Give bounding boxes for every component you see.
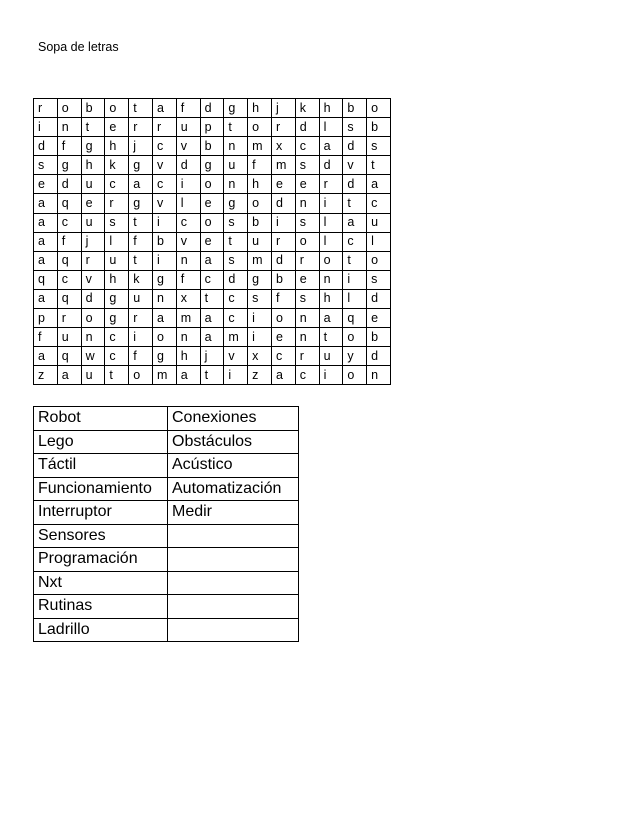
word-cell: Ladrillo <box>34 618 168 642</box>
grid-cell: n <box>295 309 319 328</box>
grid-cell: r <box>81 251 105 270</box>
grid-cell: a <box>343 213 367 232</box>
grid-cell: c <box>200 270 224 289</box>
grid-cell: a <box>271 366 295 385</box>
grid-cell: o <box>343 366 367 385</box>
grid-cell: g <box>152 347 176 366</box>
grid-cell: i <box>248 328 272 347</box>
grid-cell: a <box>34 251 58 270</box>
grid-cell: c <box>343 232 367 251</box>
grid-cell: n <box>81 328 105 347</box>
grid-cell: o <box>105 99 129 118</box>
grid-cell: u <box>248 232 272 251</box>
grid-cell: t <box>367 156 391 175</box>
grid-cell: d <box>34 137 58 156</box>
grid-cell: c <box>152 137 176 156</box>
grid-cell: g <box>248 270 272 289</box>
grid-cell: q <box>57 251 81 270</box>
grid-cell: o <box>129 366 153 385</box>
word-cell: Táctil <box>34 454 168 478</box>
grid-cell: t <box>224 118 248 137</box>
grid-cell: u <box>105 251 129 270</box>
word-row <box>34 524 299 548</box>
grid-cell: p <box>200 118 224 137</box>
grid-cell: s <box>367 137 391 156</box>
grid-cell: n <box>152 289 176 308</box>
grid-cell: o <box>152 328 176 347</box>
grid-cell: h <box>319 99 343 118</box>
grid-cell: h <box>105 270 129 289</box>
word-cell: Lego <box>34 430 168 454</box>
grid-cell: m <box>248 251 272 270</box>
grid-cell: s <box>248 289 272 308</box>
grid-cell: s <box>295 213 319 232</box>
grid-cell: n <box>57 118 81 137</box>
grid-cell: b <box>343 99 367 118</box>
grid-cell: b <box>200 137 224 156</box>
grid-cell: l <box>105 232 129 251</box>
grid-cell: c <box>367 194 391 213</box>
grid-cell: b <box>367 118 391 137</box>
grid-cell: d <box>176 156 200 175</box>
grid-cell: g <box>224 99 248 118</box>
grid-cell: f <box>176 270 200 289</box>
word-cell: Funcionamiento <box>34 477 168 501</box>
word-cell: Nxt <box>34 571 168 595</box>
grid-cell: t <box>129 213 153 232</box>
word-list-body <box>34 407 299 642</box>
word-cell: Rutinas <box>34 595 168 619</box>
grid-cell: d <box>81 289 105 308</box>
grid-cell: v <box>176 137 200 156</box>
grid-cell: b <box>81 99 105 118</box>
grid-cell: m <box>224 328 248 347</box>
grid-cell: r <box>295 251 319 270</box>
word-row <box>34 454 299 478</box>
grid-cell: f <box>176 99 200 118</box>
word-cell <box>168 548 299 572</box>
word-cell: Sensores <box>34 524 168 548</box>
grid-cell: o <box>367 99 391 118</box>
grid-cell: t <box>105 366 129 385</box>
grid-cell: i <box>152 251 176 270</box>
grid-cell: c <box>105 175 129 194</box>
grid-cell: a <box>319 309 343 328</box>
grid-cell: l <box>319 118 343 137</box>
grid-cell: c <box>224 289 248 308</box>
grid-cell: b <box>271 270 295 289</box>
grid-cell: o <box>81 309 105 328</box>
grid-cell: r <box>105 194 129 213</box>
grid-cell: j <box>271 99 295 118</box>
grid-row <box>34 175 391 194</box>
grid-row <box>34 137 391 156</box>
grid-cell: e <box>367 309 391 328</box>
grid-cell: i <box>319 194 343 213</box>
grid-cell: r <box>129 118 153 137</box>
grid-cell: l <box>343 289 367 308</box>
letter-grid-body <box>34 99 391 385</box>
grid-cell: u <box>129 289 153 308</box>
grid-row <box>34 289 391 308</box>
grid-cell: j <box>129 137 153 156</box>
grid-cell: d <box>271 251 295 270</box>
grid-cell: c <box>271 347 295 366</box>
grid-cell: n <box>224 137 248 156</box>
grid-cell: n <box>367 366 391 385</box>
word-cell: Obstáculos <box>168 430 299 454</box>
grid-cell: a <box>200 309 224 328</box>
grid-cell: f <box>271 289 295 308</box>
grid-cell: u <box>319 347 343 366</box>
grid-cell: h <box>319 289 343 308</box>
grid-cell: e <box>295 270 319 289</box>
grid-cell: d <box>295 118 319 137</box>
grid-cell: y <box>343 347 367 366</box>
grid-cell: i <box>152 213 176 232</box>
grid-cell: t <box>224 232 248 251</box>
grid-cell: f <box>57 137 81 156</box>
grid-cell: e <box>295 175 319 194</box>
grid-cell: c <box>57 213 81 232</box>
grid-cell: t <box>81 118 105 137</box>
grid-cell: r <box>129 309 153 328</box>
word-row <box>34 618 299 642</box>
grid-cell: t <box>129 251 153 270</box>
grid-cell: a <box>367 175 391 194</box>
grid-cell: g <box>152 270 176 289</box>
word-cell <box>168 524 299 548</box>
grid-cell: g <box>57 156 81 175</box>
grid-cell: d <box>224 270 248 289</box>
grid-row <box>34 347 391 366</box>
word-cell: Medir <box>168 501 299 525</box>
grid-cell: o <box>57 99 81 118</box>
grid-cell: m <box>248 137 272 156</box>
word-list-table <box>33 406 299 642</box>
grid-cell: g <box>105 289 129 308</box>
grid-cell: v <box>81 270 105 289</box>
word-row <box>34 501 299 525</box>
grid-cell: n <box>295 328 319 347</box>
grid-cell: u <box>81 213 105 232</box>
grid-cell: x <box>248 347 272 366</box>
grid-cell: g <box>200 156 224 175</box>
grid-cell: n <box>176 328 200 347</box>
grid-cell: h <box>105 137 129 156</box>
grid-cell: s <box>367 270 391 289</box>
grid-cell: c <box>105 328 129 347</box>
grid-cell: a <box>200 251 224 270</box>
grid-cell: a <box>129 175 153 194</box>
grid-cell: m <box>152 366 176 385</box>
grid-cell: r <box>295 347 319 366</box>
grid-cell: a <box>34 347 58 366</box>
grid-cell: z <box>34 366 58 385</box>
grid-cell: d <box>343 137 367 156</box>
grid-cell: c <box>57 270 81 289</box>
grid-cell: b <box>152 232 176 251</box>
word-row <box>34 407 299 431</box>
grid-cell: u <box>57 328 81 347</box>
word-row <box>34 571 299 595</box>
grid-cell: u <box>81 366 105 385</box>
grid-cell: m <box>176 309 200 328</box>
grid-cell: v <box>224 347 248 366</box>
grid-cell: x <box>271 137 295 156</box>
grid-cell: t <box>343 194 367 213</box>
grid-cell: r <box>271 118 295 137</box>
grid-cell: g <box>224 194 248 213</box>
grid-row <box>34 328 391 347</box>
grid-cell: r <box>34 99 58 118</box>
grid-cell: k <box>129 270 153 289</box>
grid-cell: q <box>343 309 367 328</box>
grid-cell: s <box>224 251 248 270</box>
grid-cell: j <box>81 232 105 251</box>
grid-cell: e <box>34 175 58 194</box>
grid-cell: x <box>176 289 200 308</box>
grid-cell: t <box>343 251 367 270</box>
grid-cell: c <box>105 347 129 366</box>
grid-cell: a <box>176 366 200 385</box>
grid-cell: i <box>129 328 153 347</box>
grid-cell: s <box>295 289 319 308</box>
grid-cell: t <box>200 366 224 385</box>
grid-cell: c <box>224 309 248 328</box>
grid-row <box>34 194 391 213</box>
grid-cell: u <box>224 156 248 175</box>
grid-row <box>34 366 391 385</box>
grid-row <box>34 213 391 232</box>
grid-cell: l <box>367 232 391 251</box>
grid-row <box>34 156 391 175</box>
grid-row <box>34 270 391 289</box>
word-cell <box>168 571 299 595</box>
grid-cell: i <box>176 175 200 194</box>
grid-row <box>34 99 391 118</box>
grid-cell: o <box>319 251 343 270</box>
grid-cell: n <box>224 175 248 194</box>
grid-cell: c <box>295 366 319 385</box>
grid-cell: c <box>152 175 176 194</box>
grid-cell: b <box>367 328 391 347</box>
word-cell: Acústico <box>168 454 299 478</box>
grid-cell: h <box>176 347 200 366</box>
grid-cell: o <box>248 194 272 213</box>
grid-cell: g <box>129 194 153 213</box>
word-row <box>34 430 299 454</box>
grid-cell: e <box>200 232 224 251</box>
grid-cell: o <box>343 328 367 347</box>
grid-row <box>34 232 391 251</box>
grid-cell: f <box>248 156 272 175</box>
grid-cell: e <box>81 194 105 213</box>
grid-cell: l <box>176 194 200 213</box>
grid-cell: e <box>200 194 224 213</box>
grid-cell: o <box>367 251 391 270</box>
grid-cell: a <box>152 99 176 118</box>
grid-cell: f <box>129 232 153 251</box>
grid-cell: s <box>343 118 367 137</box>
grid-cell: d <box>367 347 391 366</box>
grid-cell: d <box>343 175 367 194</box>
letter-grid <box>33 98 391 385</box>
grid-cell: n <box>319 270 343 289</box>
grid-cell: q <box>57 194 81 213</box>
grid-cell: h <box>248 175 272 194</box>
grid-cell: i <box>224 366 248 385</box>
grid-cell: t <box>129 99 153 118</box>
grid-cell: t <box>319 328 343 347</box>
grid-cell: a <box>200 328 224 347</box>
word-cell <box>168 595 299 619</box>
grid-cell: c <box>176 213 200 232</box>
grid-cell: e <box>271 175 295 194</box>
grid-cell: l <box>319 213 343 232</box>
grid-cell: v <box>176 232 200 251</box>
grid-cell: i <box>343 270 367 289</box>
grid-cell: a <box>57 366 81 385</box>
grid-cell: f <box>34 328 58 347</box>
grid-cell: q <box>57 289 81 308</box>
grid-cell: a <box>319 137 343 156</box>
word-cell: Conexiones <box>168 407 299 431</box>
grid-cell: s <box>34 156 58 175</box>
grid-cell: r <box>57 309 81 328</box>
grid-cell: o <box>200 213 224 232</box>
grid-cell: k <box>105 156 129 175</box>
grid-cell: b <box>248 213 272 232</box>
grid-cell: i <box>319 366 343 385</box>
grid-cell: s <box>224 213 248 232</box>
grid-cell: r <box>319 175 343 194</box>
grid-cell: o <box>248 118 272 137</box>
grid-cell: o <box>271 309 295 328</box>
word-cell: Robot <box>34 407 168 431</box>
grid-cell: a <box>34 289 58 308</box>
grid-cell: m <box>271 156 295 175</box>
grid-row <box>34 118 391 137</box>
grid-cell: n <box>295 194 319 213</box>
page-title: Sopa de letras <box>38 40 119 54</box>
grid-row <box>34 251 391 270</box>
grid-cell: j <box>200 347 224 366</box>
grid-cell: f <box>129 347 153 366</box>
grid-cell: q <box>34 270 58 289</box>
grid-cell: i <box>271 213 295 232</box>
grid-cell: w <box>81 347 105 366</box>
word-row <box>34 548 299 572</box>
grid-cell: v <box>152 194 176 213</box>
grid-cell: a <box>152 309 176 328</box>
grid-cell: l <box>319 232 343 251</box>
grid-cell: v <box>343 156 367 175</box>
grid-cell: d <box>271 194 295 213</box>
grid-cell: q <box>57 347 81 366</box>
grid-cell: g <box>105 309 129 328</box>
word-row <box>34 595 299 619</box>
grid-cell: d <box>200 99 224 118</box>
grid-cell: o <box>200 175 224 194</box>
grid-cell: s <box>295 156 319 175</box>
word-row <box>34 477 299 501</box>
grid-cell: o <box>295 232 319 251</box>
grid-cell: g <box>81 137 105 156</box>
grid-cell: r <box>152 118 176 137</box>
grid-cell: a <box>34 232 58 251</box>
grid-cell: a <box>34 194 58 213</box>
grid-cell: k <box>295 99 319 118</box>
grid-cell: n <box>176 251 200 270</box>
grid-cell: d <box>57 175 81 194</box>
grid-cell: e <box>271 328 295 347</box>
grid-cell: z <box>248 366 272 385</box>
grid-cell: v <box>152 156 176 175</box>
grid-cell: e <box>105 118 129 137</box>
grid-cell: f <box>57 232 81 251</box>
grid-row <box>34 309 391 328</box>
grid-cell: d <box>367 289 391 308</box>
grid-cell: g <box>129 156 153 175</box>
grid-cell: h <box>81 156 105 175</box>
grid-cell: i <box>34 118 58 137</box>
word-cell: Automatización <box>168 477 299 501</box>
word-cell: Interruptor <box>34 501 168 525</box>
word-cell: Programación <box>34 548 168 572</box>
grid-cell: a <box>34 213 58 232</box>
grid-cell: i <box>248 309 272 328</box>
grid-cell: h <box>248 99 272 118</box>
grid-cell: c <box>295 137 319 156</box>
grid-cell: p <box>34 309 58 328</box>
grid-cell: d <box>319 156 343 175</box>
grid-cell: u <box>81 175 105 194</box>
word-cell <box>168 618 299 642</box>
grid-cell: t <box>200 289 224 308</box>
grid-cell: s <box>105 213 129 232</box>
grid-cell: u <box>176 118 200 137</box>
grid-cell: r <box>271 232 295 251</box>
grid-cell: u <box>367 213 391 232</box>
